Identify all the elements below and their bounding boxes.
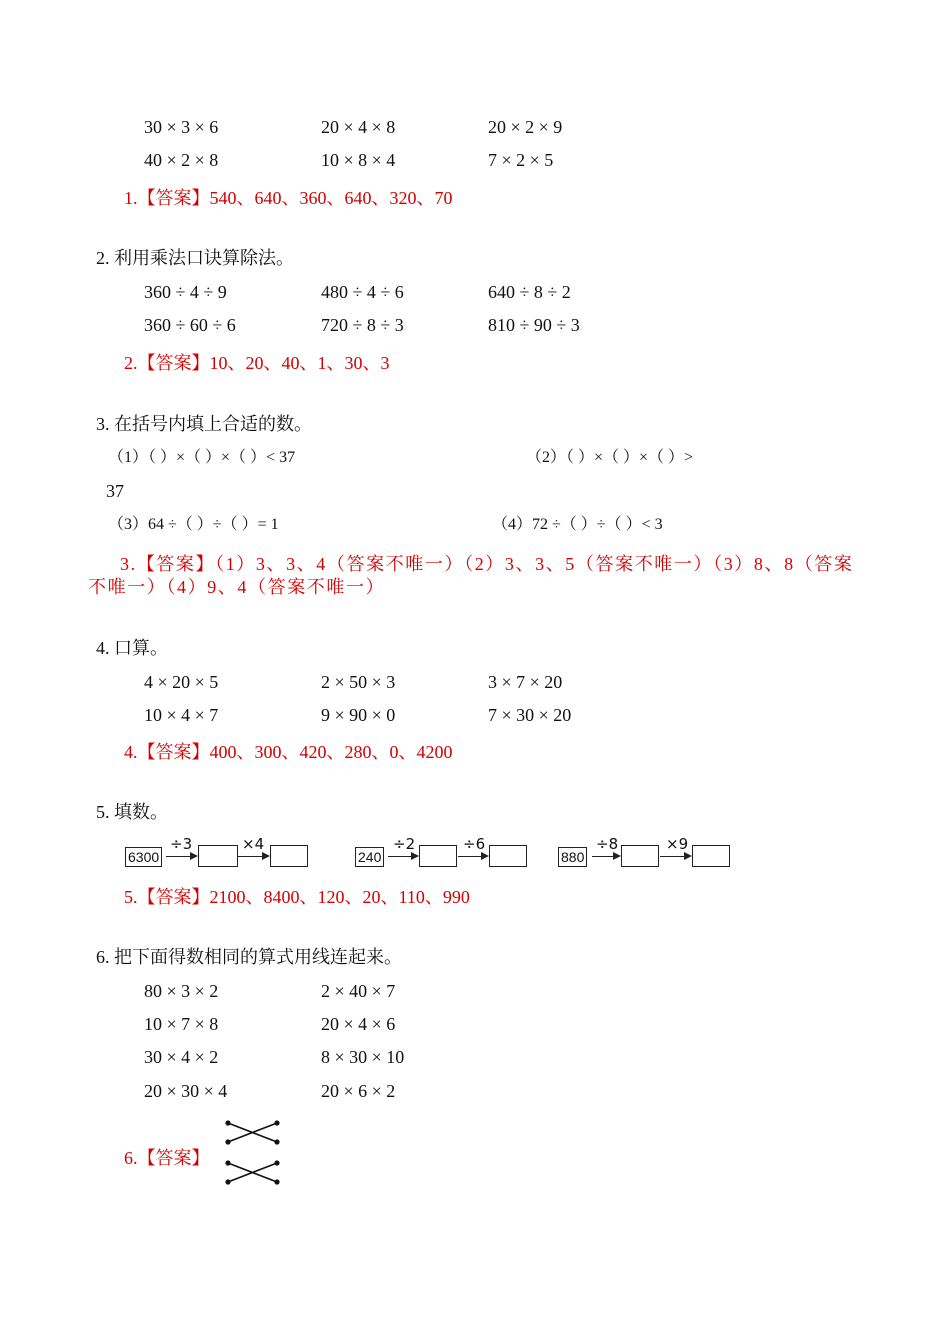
q6-left-1: 80 × 3 × 2 xyxy=(144,981,219,1001)
q5-answer: 5.【答案】2100、8400、120、20、110、990 xyxy=(124,887,470,907)
dot xyxy=(274,1139,279,1144)
q4-item-5: 9 × 90 × 0 xyxy=(321,705,396,725)
arrow-icon xyxy=(262,852,270,860)
q4-item-2: 2 × 50 × 3 xyxy=(321,672,396,692)
operation-label: ×9 xyxy=(666,835,689,853)
q2-item-6: 810 ÷ 90 ÷ 3 xyxy=(488,315,580,335)
q6-right-4: 20 × 6 × 2 xyxy=(321,1081,396,1101)
q6-answer: 6.【答案】 xyxy=(124,1148,210,1168)
dot xyxy=(274,1179,279,1184)
blank-box[interactable] xyxy=(692,845,730,867)
q1-item-6: 7 × 2 × 5 xyxy=(488,150,554,170)
operation-label: ×4 xyxy=(242,835,265,853)
arrow-line xyxy=(238,856,262,857)
start-number-box: 240 xyxy=(355,847,384,867)
q6-left-4: 20 × 30 × 4 xyxy=(144,1081,228,1101)
arrow-line xyxy=(592,856,614,857)
dot xyxy=(225,1160,230,1165)
q3-part-2-cont: 37 xyxy=(106,481,124,501)
q5-title: 5. 填数。 xyxy=(96,802,168,822)
q6-left-2: 10 × 7 × 8 xyxy=(144,1014,219,1034)
arrow-line xyxy=(388,856,412,857)
operation-label: ÷2 xyxy=(393,835,416,853)
dot xyxy=(274,1160,279,1165)
q2-item-4: 360 ÷ 60 ÷ 6 xyxy=(144,315,236,335)
q2-title: 2. 利用乘法口诀算除法。 xyxy=(96,248,294,268)
q3-title: 3. 在括号内填上合适的数。 xyxy=(96,414,312,434)
dot xyxy=(225,1120,230,1125)
operation-label: ÷3 xyxy=(170,835,193,853)
arrow-line xyxy=(166,856,190,857)
q3-part-2: （2）（ ）×（ ）×（ ）> xyxy=(526,449,694,466)
q1-item-3: 20 × 2 × 9 xyxy=(488,117,563,137)
arrow-icon xyxy=(190,852,198,860)
q4-item-4: 10 × 4 × 7 xyxy=(144,705,219,725)
dot xyxy=(225,1179,230,1184)
q1-item-5: 10 × 8 × 4 xyxy=(321,150,396,170)
q6-title: 6. 把下面得数相同的算式用线连起来。 xyxy=(96,947,402,967)
q3-part-3: （3）64 ÷（ ）÷（ ）= 1 xyxy=(108,516,279,533)
q1-item-2: 20 × 4 × 8 xyxy=(321,117,396,137)
blank-box[interactable] xyxy=(270,845,308,867)
q2-item-2: 480 ÷ 4 ÷ 6 xyxy=(321,282,404,302)
q3-part-4: （4）72 ÷（ ）÷（ ）< 3 xyxy=(492,516,663,533)
arrow-line xyxy=(458,856,482,857)
q6-right-1: 2 × 40 × 7 xyxy=(321,981,396,1001)
q4-answer: 4.【答案】400、300、420、280、0、4200 xyxy=(124,742,453,762)
q6-left-3: 30 × 4 × 2 xyxy=(144,1047,219,1067)
q3-part-1: （1）（ ）×（ ）×（ ）< 37 xyxy=(108,449,296,466)
q2-answer: 2.【答案】10、20、40、1、30、3 xyxy=(124,353,390,373)
q6-right-2: 20 × 4 × 6 xyxy=(321,1014,396,1034)
q3-answer: 3.【答案】（1）3、3、4（答案不唯一）（2）3、3、5（答案不唯一）（3）8、8（答案不唯一）（4）9、4（答案不唯一） xyxy=(88,554,854,597)
arrow-icon xyxy=(411,852,419,860)
q4-item-1: 4 × 20 × 5 xyxy=(144,672,219,692)
q4-item-6: 7 × 30 × 20 xyxy=(488,705,572,725)
q1-item-1: 30 × 3 × 6 xyxy=(144,117,219,137)
arrow-icon xyxy=(684,852,692,860)
matching-lines-diagram xyxy=(220,1114,286,1190)
arrow-icon xyxy=(613,852,621,860)
dot xyxy=(274,1120,279,1125)
q4-title: 4. 口算。 xyxy=(96,638,168,658)
blank-box[interactable] xyxy=(419,845,457,867)
dot xyxy=(225,1139,230,1144)
operation-label: ÷6 xyxy=(463,835,486,853)
q1-answer: 1.【答案】540、640、360、640、320、70 xyxy=(124,188,453,208)
start-number-box: 880 xyxy=(558,847,587,867)
start-number-box: 6300 xyxy=(125,847,162,867)
arrow-line xyxy=(660,856,684,857)
q4-item-3: 3 × 7 × 20 xyxy=(488,672,563,692)
q2-item-3: 640 ÷ 8 ÷ 2 xyxy=(488,282,571,302)
blank-box[interactable] xyxy=(198,845,238,867)
q2-item-1: 360 ÷ 4 ÷ 9 xyxy=(144,282,227,302)
blank-box[interactable] xyxy=(489,845,527,867)
arrow-icon xyxy=(481,852,489,860)
operation-label: ÷8 xyxy=(596,835,619,853)
q2-item-5: 720 ÷ 8 ÷ 3 xyxy=(321,315,404,335)
q1-item-4: 40 × 2 × 8 xyxy=(144,150,219,170)
q6-right-3: 8 × 30 × 10 xyxy=(321,1047,405,1067)
blank-box[interactable] xyxy=(621,845,659,867)
